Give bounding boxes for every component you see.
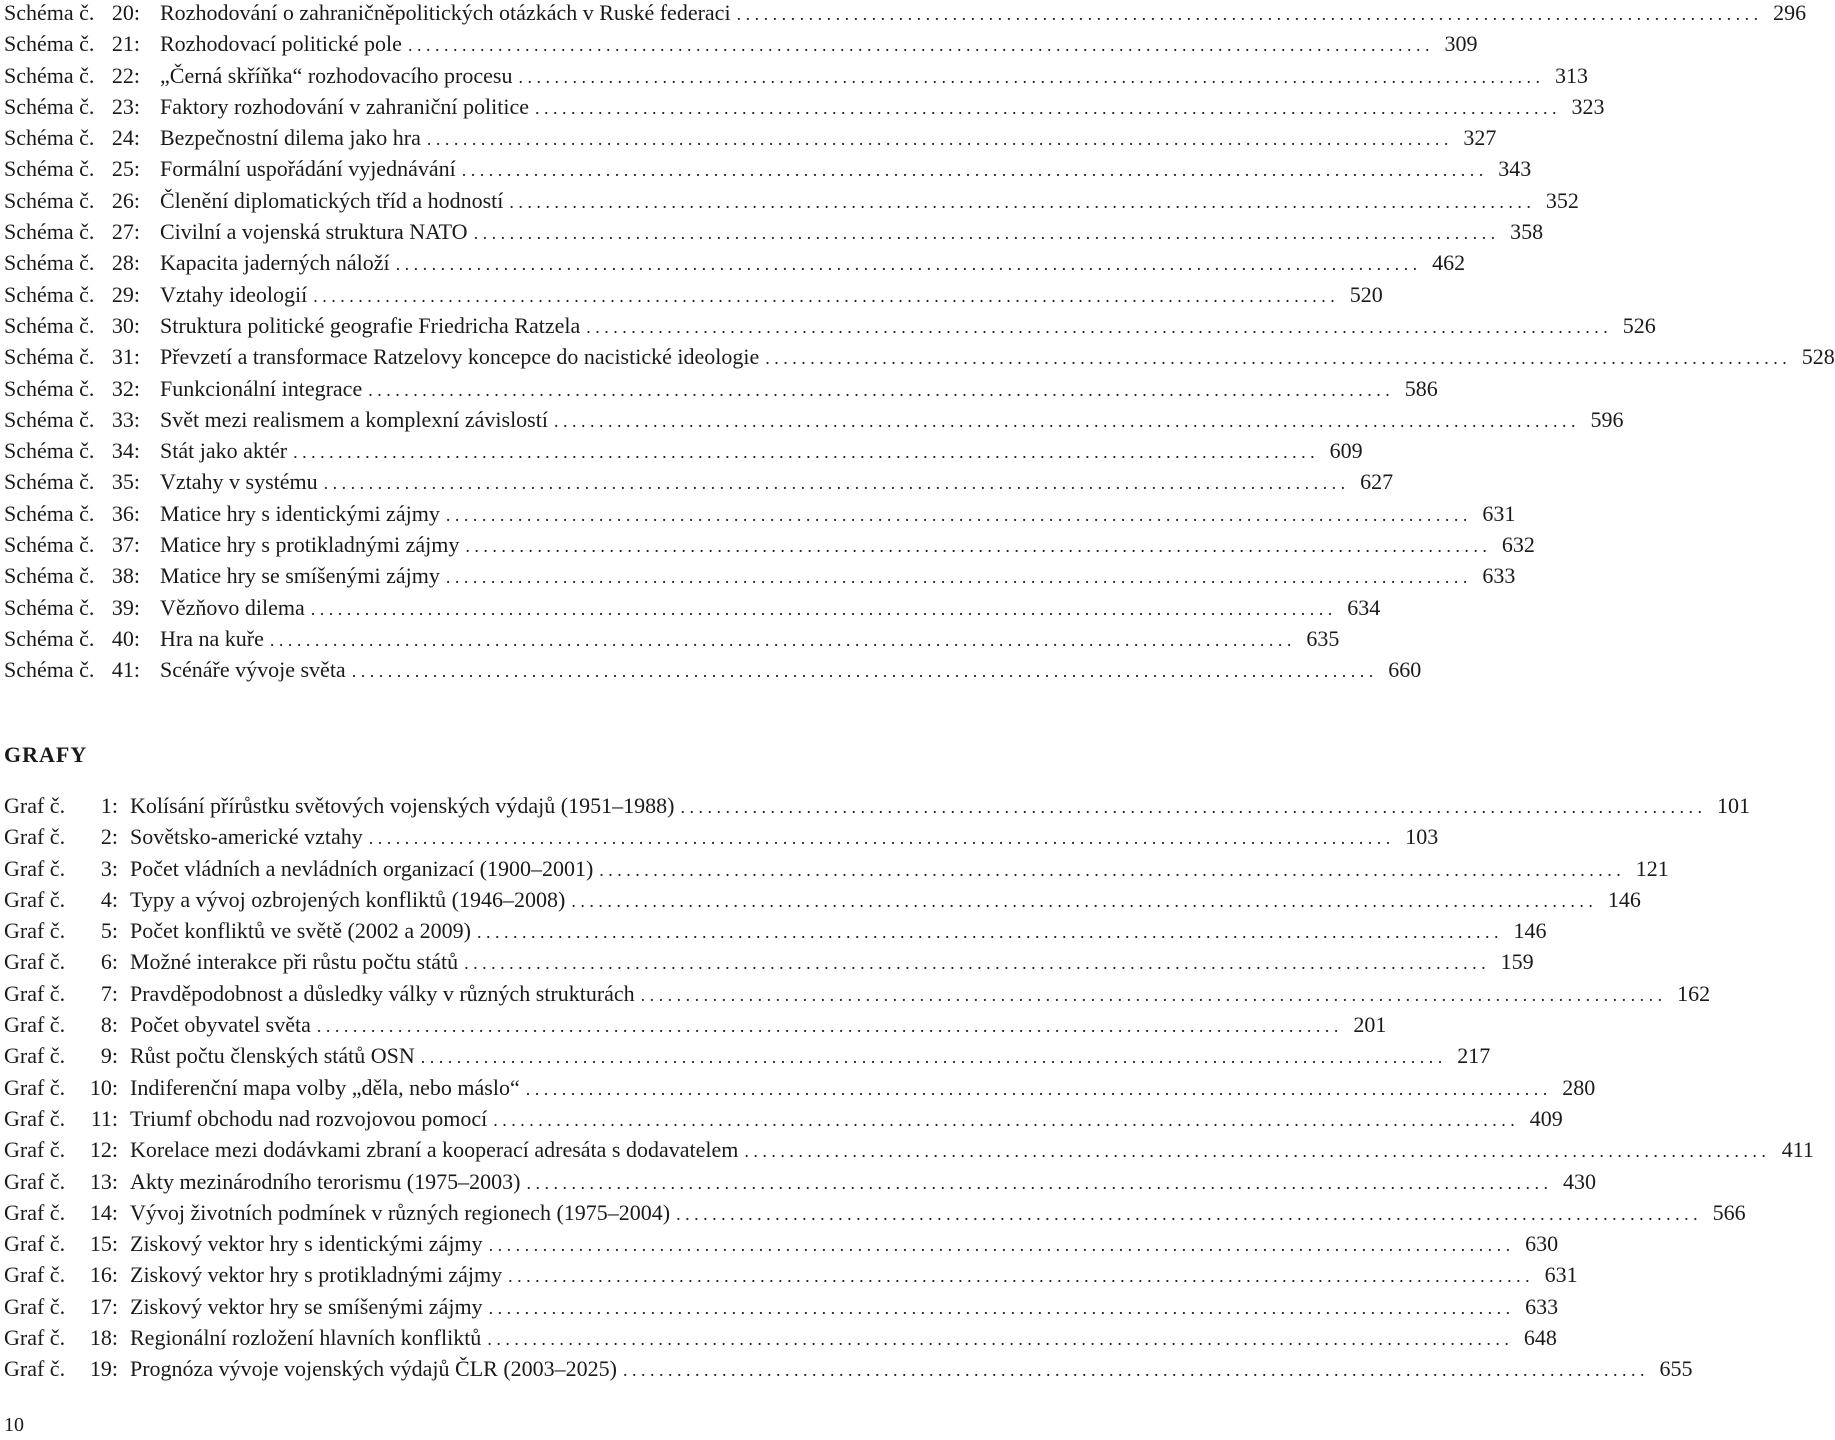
toc-entry-number: 10: bbox=[89, 1074, 118, 1100]
toc-entry[interactable] bbox=[4, 1262, 1578, 1293]
toc-entry[interactable] bbox=[4, 980, 1711, 1012]
toc-entry-page: 327 bbox=[1463, 125, 1497, 151]
toc-entry[interactable] bbox=[4, 1012, 1387, 1043]
toc-entry-number: 20: bbox=[111, 0, 140, 25]
toc-entry-prefix: Graf č. bbox=[4, 1043, 66, 1069]
dot-leader bbox=[369, 825, 1391, 851]
dot-leader bbox=[623, 1357, 1645, 1383]
toc-entry-number: 8: bbox=[100, 1012, 118, 1038]
toc-entry-prefix: Graf č. bbox=[4, 1325, 66, 1351]
dot-leader bbox=[737, 1, 1759, 27]
toc-entry-page: 596 bbox=[1590, 406, 1624, 432]
toc-entry-number: 35: bbox=[111, 469, 140, 495]
toc-entry-title: Ziskový vektor hry se smíšenými zájmy bbox=[130, 1293, 483, 1319]
toc-entry-title: Počet vládních a nevládních organizací (1900–2001) bbox=[130, 855, 594, 881]
toc-entry[interactable] bbox=[4, 918, 1547, 949]
toc-entry-page: 660 bbox=[1388, 657, 1422, 683]
toc-entry-title: Počet konfliktů ve světě (2002 a 2009) bbox=[130, 918, 471, 944]
toc-entry-number: 3: bbox=[100, 855, 118, 881]
toc-entry[interactable] bbox=[4, 824, 1439, 855]
toc-entry-number: 23: bbox=[111, 93, 140, 119]
toc-entry[interactable] bbox=[4, 281, 1383, 313]
dot-leader bbox=[446, 502, 1468, 528]
toc-entry-number: 29: bbox=[111, 281, 140, 307]
toc-entry-page: 633 bbox=[1525, 1293, 1559, 1319]
toc-entry-title: Matice hry se smíšenými zájmy bbox=[160, 563, 440, 589]
toc-entry-prefix: Schéma č. bbox=[4, 406, 95, 432]
toc-entry-number: 33: bbox=[111, 406, 140, 432]
dot-leader bbox=[571, 888, 1593, 914]
dot-leader bbox=[465, 533, 1487, 559]
toc-entry[interactable] bbox=[4, 1074, 1596, 1106]
toc-entry-title: Ziskový vektor hry s protikladnými zájmy bbox=[130, 1262, 503, 1288]
toc-entry-title: Korelace mezi dodávkami zbraní a kooperací adresáta s dodavatelem bbox=[130, 1137, 739, 1163]
toc-entry-title: Vězňovo dilema bbox=[160, 594, 305, 620]
dot-leader bbox=[586, 314, 1608, 340]
toc-entry-prefix: Schéma č. bbox=[4, 438, 95, 464]
dot-leader bbox=[421, 1044, 1443, 1070]
toc-entry-number: 19: bbox=[89, 1356, 118, 1382]
toc-entry-number: 21: bbox=[111, 31, 140, 57]
dot-leader bbox=[317, 1013, 1339, 1039]
toc-entry-page: 358 bbox=[1510, 219, 1544, 245]
page-number: 10 bbox=[4, 1414, 24, 1436]
dot-leader bbox=[518, 64, 1540, 90]
dot-leader bbox=[526, 1076, 1548, 1102]
toc-entry-title: Růst počtu členských států OSN bbox=[130, 1043, 415, 1069]
toc-entry-prefix: Graf č. bbox=[4, 1074, 66, 1100]
toc-entry[interactable] bbox=[4, 438, 1363, 469]
toc-entry[interactable] bbox=[4, 594, 1381, 626]
toc-entry-title: Indiferenční mapa volby „děla, nebo máslo“ bbox=[130, 1074, 520, 1100]
toc-entry-title: Triumf obchodu nad rozvojovou pomocí bbox=[130, 1105, 488, 1131]
toc-entry-page: 101 bbox=[1716, 793, 1750, 818]
toc-entry[interactable] bbox=[4, 156, 1532, 187]
toc-entry[interactable] bbox=[4, 1356, 1693, 1387]
toc-entry-page: 411 bbox=[1781, 1137, 1814, 1163]
toc-entry-prefix: Schéma č. bbox=[4, 375, 95, 401]
toc-entry[interactable] bbox=[4, 886, 1641, 918]
toc-entry-page: 586 bbox=[1404, 375, 1438, 401]
toc-entry[interactable] bbox=[4, 1137, 1814, 1168]
toc-entry[interactable] bbox=[4, 93, 1605, 125]
toc-entry[interactable] bbox=[4, 0, 1807, 31]
toc-entry-title: Vztahy v systému bbox=[160, 469, 318, 495]
toc-entry-number: 26: bbox=[111, 187, 140, 213]
toc-entry-prefix: Graf č. bbox=[4, 1231, 66, 1257]
toc-entry-number: 4: bbox=[100, 886, 118, 912]
toc-entry-prefix: Graf č. bbox=[4, 980, 66, 1006]
toc-entry-title: Ziskový vektor hry s identickými zájmy bbox=[130, 1231, 483, 1257]
toc-entry-prefix: Schéma č. bbox=[4, 125, 95, 151]
toc-entry[interactable] bbox=[4, 500, 1516, 532]
toc-entry-page: 634 bbox=[1347, 594, 1381, 620]
toc-entry[interactable] bbox=[4, 344, 1835, 375]
toc-entry-title: Akty mezinárodního terorismu (1975–2003) bbox=[130, 1168, 521, 1194]
toc-entry[interactable] bbox=[4, 1231, 1559, 1262]
toc-entry-page: 343 bbox=[1498, 156, 1532, 182]
toc-entry-prefix: Graf č. bbox=[4, 1293, 66, 1319]
toc-entry-page: 146 bbox=[1513, 918, 1547, 944]
dot-leader bbox=[408, 32, 1430, 58]
dot-leader bbox=[680, 794, 1702, 820]
toc-entry-prefix: Schéma č. bbox=[4, 532, 95, 558]
toc-entry[interactable] bbox=[4, 563, 1516, 594]
toc-entry-page: 609 bbox=[1329, 438, 1363, 464]
dot-leader bbox=[427, 126, 1449, 152]
toc-entry[interactable] bbox=[4, 312, 1656, 344]
toc-entry[interactable] bbox=[4, 1325, 1557, 1356]
toc-entry-number: 31: bbox=[111, 344, 140, 370]
toc-entry-prefix: Graf č. bbox=[4, 886, 66, 912]
toc-entry-number: 34: bbox=[111, 438, 140, 464]
dot-leader bbox=[474, 220, 1496, 246]
schemes-list bbox=[4, 0, 1835, 689]
toc-entry[interactable] bbox=[4, 406, 1624, 438]
toc-entry-prefix: Graf č. bbox=[4, 1137, 66, 1163]
toc-entry-number: 41: bbox=[111, 657, 140, 683]
toc-entry-prefix: Schéma č. bbox=[4, 281, 95, 307]
dot-leader bbox=[641, 982, 1663, 1008]
toc-entry-title: Typy a vývoj ozbrojených konfliktů (1946–2008) bbox=[130, 886, 566, 912]
toc-entry-page: 323 bbox=[1571, 93, 1605, 119]
dot-leader bbox=[676, 1201, 1698, 1227]
toc-entry-page: 632 bbox=[1501, 532, 1535, 558]
toc-entry-title: Civilní a vojenská struktura NATO bbox=[160, 219, 468, 245]
toc-entry-page: 159 bbox=[1500, 949, 1534, 975]
dot-leader bbox=[311, 596, 1333, 622]
toc-entry-title: Členění diplomatických tříd a hodností bbox=[160, 187, 504, 213]
dot-leader bbox=[446, 564, 1468, 590]
toc-entry-title: Prognóza vývoje vojenských výdajů ČLR (2003–2025) bbox=[130, 1356, 617, 1382]
toc-entry-title: Převzetí a transformace Ratzelovy koncepce do nacistické ideologie bbox=[160, 344, 760, 370]
toc-entry-page: 631 bbox=[1482, 500, 1516, 526]
toc-entry-title: „Černá skříňka“ rozhodovacího procesu bbox=[160, 62, 513, 88]
toc-entry-page: 103 bbox=[1405, 824, 1439, 850]
toc-entry-page: 528 bbox=[1801, 344, 1835, 370]
toc-entry[interactable] bbox=[4, 625, 1340, 657]
toc-entry-page: 313 bbox=[1554, 62, 1588, 88]
toc-entry-title: Vztahy ideologií bbox=[160, 281, 308, 307]
toc-entry[interactable] bbox=[4, 375, 1438, 407]
toc-entry-page: 630 bbox=[1525, 1231, 1559, 1257]
dot-leader bbox=[489, 1232, 1511, 1258]
toc-entry[interactable] bbox=[4, 125, 1497, 156]
dot-leader bbox=[270, 627, 1292, 653]
toc-entry-title: Scénáře vývoje světa bbox=[160, 657, 346, 683]
section-heading-graphs: GRAFY bbox=[4, 742, 88, 767]
toc-entry-page: 121 bbox=[1635, 855, 1669, 881]
toc-entry-page: 648 bbox=[1523, 1325, 1557, 1351]
dot-leader bbox=[493, 1107, 1515, 1133]
toc-entry-number: 28: bbox=[111, 250, 140, 276]
toc-entry-prefix: Schéma č. bbox=[4, 93, 95, 119]
toc-entry[interactable] bbox=[4, 1043, 1491, 1074]
toc-entry-number: 7: bbox=[100, 980, 118, 1006]
dot-leader bbox=[508, 1263, 1530, 1289]
toc-entry-number: 13: bbox=[89, 1168, 118, 1194]
toc-entry-title: Rozhodovací politické pole bbox=[160, 31, 402, 57]
toc-entry-number: 18: bbox=[89, 1325, 118, 1351]
dot-leader bbox=[293, 439, 1315, 465]
toc-entry[interactable] bbox=[4, 31, 1478, 62]
toc-entry-page: 309 bbox=[1444, 31, 1478, 57]
toc-entry-prefix: Schéma č. bbox=[4, 0, 95, 25]
dot-leader bbox=[744, 1138, 1766, 1164]
toc-entry-page: 566 bbox=[1712, 1199, 1746, 1225]
dot-leader bbox=[489, 1295, 1511, 1321]
toc-entry-page: 352 bbox=[1545, 187, 1579, 213]
toc-entry-title: Regionální rozložení hlavních konfliktů bbox=[130, 1325, 482, 1351]
toc-entry-page: 633 bbox=[1482, 563, 1516, 589]
toc-entry[interactable] bbox=[4, 1293, 1559, 1325]
toc-entry-page: 217 bbox=[1457, 1043, 1491, 1069]
dot-leader bbox=[554, 408, 1576, 434]
toc-entry-page: 631 bbox=[1544, 1262, 1578, 1288]
toc-entry[interactable] bbox=[4, 219, 1544, 250]
toc-entry-number: 30: bbox=[111, 312, 140, 338]
toc-entry-prefix: Graf č. bbox=[4, 855, 66, 881]
dot-leader bbox=[487, 1326, 1509, 1352]
toc-entry-title: Bezpečnostní dilema jako hra bbox=[160, 125, 421, 151]
toc-entry[interactable] bbox=[4, 62, 1588, 94]
toc-entry-page: 296 bbox=[1773, 0, 1807, 25]
toc-entry[interactable] bbox=[4, 855, 1669, 887]
dot-leader bbox=[396, 251, 1418, 277]
toc-entry-number: 15: bbox=[89, 1231, 118, 1257]
dot-leader bbox=[464, 950, 1486, 976]
dot-leader bbox=[765, 345, 1787, 371]
toc-entry-title: Počet obyvatel světa bbox=[130, 1012, 311, 1038]
toc-entry[interactable] bbox=[4, 250, 1466, 281]
toc-entry-title: Matice hry s identickými zájmy bbox=[160, 500, 440, 526]
toc-entry-title: Pravděpodobnost a důsledky války v různých strukturách bbox=[130, 980, 635, 1006]
toc-entry-prefix: Graf č. bbox=[4, 1168, 66, 1194]
toc-entry-page: 635 bbox=[1306, 625, 1340, 651]
toc-entry-number: 24: bbox=[111, 125, 140, 151]
toc-entry-prefix: Graf č. bbox=[4, 1356, 66, 1382]
toc-entry-prefix: Schéma č. bbox=[4, 657, 95, 683]
toc-entry-number: 36: bbox=[111, 500, 140, 526]
toc-entry[interactable] bbox=[4, 1168, 1596, 1200]
toc-entry-prefix: Schéma č. bbox=[4, 563, 95, 589]
toc-entry[interactable] bbox=[4, 469, 1394, 500]
toc-entry-prefix: Schéma č. bbox=[4, 594, 95, 620]
dot-leader bbox=[313, 283, 1335, 309]
toc-entry-prefix: Schéma č. bbox=[4, 156, 95, 182]
toc-entry[interactable] bbox=[4, 1199, 1746, 1231]
toc-entry-prefix: Graf č. bbox=[4, 824, 66, 850]
toc-entry-page: 526 bbox=[1622, 312, 1656, 338]
toc-entry-title: Sovětsko-americké vztahy bbox=[130, 824, 363, 850]
dot-leader bbox=[535, 95, 1557, 121]
toc-entry-prefix: Schéma č. bbox=[4, 469, 95, 495]
toc-entry-page: 520 bbox=[1349, 281, 1383, 307]
toc-entry-title: Kolísání přírůstku světových vojenských výdajů (1951–1988) bbox=[130, 793, 675, 818]
toc-entry-page: 162 bbox=[1677, 980, 1711, 1006]
toc-entry[interactable] bbox=[4, 657, 1422, 688]
toc-entry-page: 462 bbox=[1432, 250, 1466, 276]
graphs-list bbox=[4, 793, 1814, 1388]
toc-entry-number: 32: bbox=[111, 375, 140, 401]
toc-entry-title: Kapacita jaderných náloží bbox=[160, 250, 390, 276]
toc-entry-prefix: Graf č. bbox=[4, 1012, 66, 1038]
toc-entry-prefix: Graf č. bbox=[4, 1262, 66, 1288]
toc-entry-number: 16: bbox=[89, 1262, 118, 1288]
dot-leader bbox=[599, 857, 1621, 883]
toc-entry-title: Stát jako aktér bbox=[160, 438, 288, 464]
toc-entry[interactable] bbox=[4, 1105, 1563, 1137]
toc-entry-number: 2: bbox=[100, 824, 118, 850]
toc-entry-number: 12: bbox=[89, 1137, 118, 1163]
toc-entry-prefix: Graf č. bbox=[4, 1199, 66, 1225]
toc-entry-number: 5: bbox=[100, 918, 118, 944]
toc-entry-title: Vývoj životních podmínek v různých regionech (1975–2004) bbox=[130, 1199, 671, 1225]
toc-entry-number: 27: bbox=[111, 219, 140, 245]
toc-entry-prefix: Schéma č. bbox=[4, 62, 95, 88]
toc-entry-page: 655 bbox=[1659, 1356, 1693, 1382]
toc-entry-title: Funkcionální integrace bbox=[160, 375, 363, 401]
toc-entry-title: Formální uspořádání vyjednávání bbox=[160, 156, 456, 182]
toc-entry-number: 9: bbox=[100, 1043, 118, 1069]
toc-entry-number: 11: bbox=[90, 1105, 118, 1131]
toc-entry-prefix: Schéma č. bbox=[4, 187, 95, 213]
toc-entry[interactable] bbox=[4, 187, 1579, 219]
toc-entry-title: Svět mezi realismem a komplexní závislostí bbox=[160, 406, 548, 432]
toc-entry-page: 201 bbox=[1353, 1012, 1387, 1038]
dot-leader bbox=[477, 919, 1499, 945]
toc-entry-page: 409 bbox=[1529, 1105, 1563, 1131]
toc-entry-title: Možné interakce při růstu počtu států bbox=[130, 949, 459, 975]
toc-entry-prefix: Schéma č. bbox=[4, 219, 95, 245]
toc-entry-number: 6: bbox=[100, 949, 118, 975]
toc-entry[interactable] bbox=[4, 949, 1534, 980]
toc-entry-title: Struktura politické geografie Friedricha Ratzela bbox=[160, 312, 581, 338]
toc-entry-number: 39: bbox=[111, 594, 140, 620]
toc-entry-prefix: Graf č. bbox=[4, 793, 66, 818]
toc-entry-prefix: Schéma č. bbox=[4, 625, 95, 651]
toc-entry-title: Faktory rozhodování v zahraniční politice bbox=[160, 93, 529, 119]
toc-entry-number: 1: bbox=[100, 793, 118, 818]
toc-entry-title: Rozhodování o zahraničněpolitických otázkách v Ruské federaci bbox=[160, 0, 731, 25]
toc-entry-page: 280 bbox=[1562, 1074, 1596, 1100]
toc-entry-title: Matice hry s protikladnými zájmy bbox=[160, 532, 460, 558]
toc-entry[interactable] bbox=[4, 793, 1750, 824]
toc-entry-page: 430 bbox=[1562, 1168, 1596, 1194]
toc-entry-page: 627 bbox=[1360, 469, 1394, 495]
toc-entry-prefix: Schéma č. bbox=[4, 500, 95, 526]
dot-leader bbox=[352, 658, 1374, 684]
toc-entry-prefix: Graf č. bbox=[4, 949, 66, 975]
dot-leader bbox=[509, 189, 1531, 215]
toc-entry-prefix: Schéma č. bbox=[4, 31, 95, 57]
dot-leader bbox=[526, 1170, 1548, 1196]
toc-entry-number: 37: bbox=[111, 532, 140, 558]
dot-leader bbox=[462, 157, 1484, 183]
dot-leader bbox=[368, 377, 1390, 403]
toc-entry[interactable] bbox=[4, 532, 1535, 563]
dot-leader bbox=[324, 470, 1346, 496]
toc-entry-prefix: Schéma č. bbox=[4, 250, 95, 276]
toc-entry-page: 146 bbox=[1607, 886, 1641, 912]
toc-entry-prefix: Schéma č. bbox=[4, 312, 95, 338]
toc-entry-number: 14: bbox=[89, 1199, 118, 1225]
toc-entry-number: 22: bbox=[111, 62, 140, 88]
toc-entry-number: 25: bbox=[111, 156, 140, 182]
toc-entry-title: Hra na kuře bbox=[160, 625, 264, 651]
toc-entry-prefix: Graf č. bbox=[4, 918, 66, 944]
toc-entry-prefix: Schéma č. bbox=[4, 344, 95, 370]
toc-entry-prefix: Graf č. bbox=[4, 1105, 66, 1131]
toc-entry-number: 40: bbox=[111, 625, 140, 651]
toc-entry-number: 17: bbox=[89, 1293, 118, 1319]
toc-entry-number: 38: bbox=[111, 563, 140, 589]
